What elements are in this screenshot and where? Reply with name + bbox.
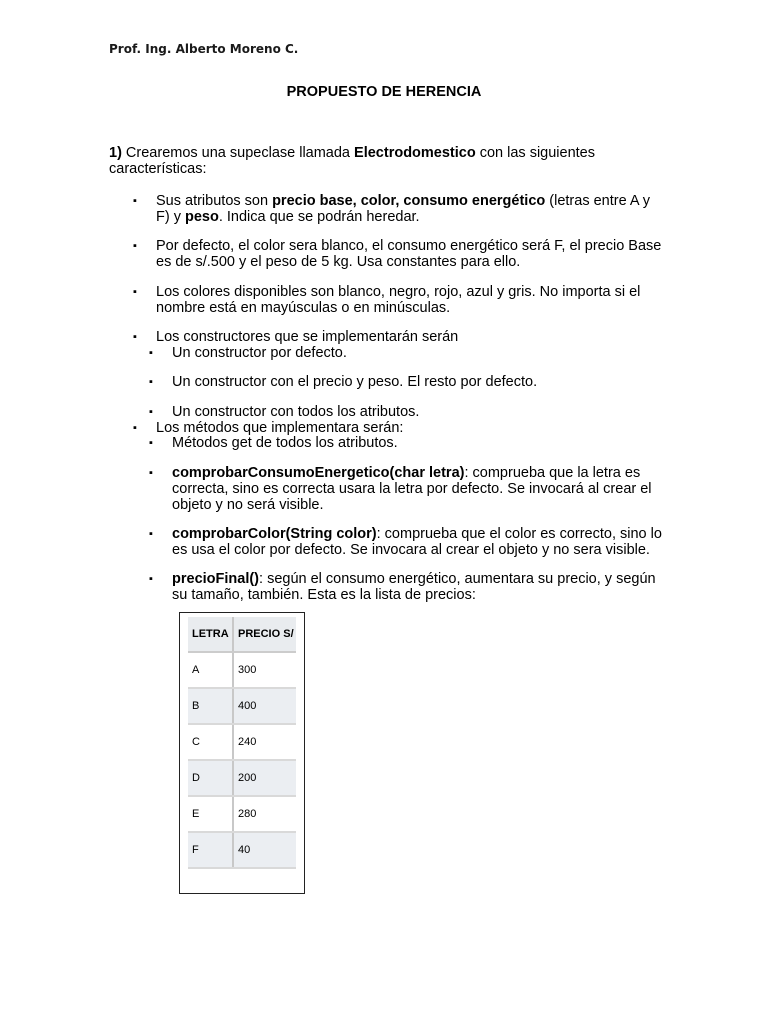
author-header: Prof. Ing. Alberto Moreno C. — [109, 42, 299, 56]
consumo-rest: : comprueba que la letra es — [464, 465, 641, 481]
sub-bullet-icon: ▪ — [149, 528, 153, 540]
sub-item-comprobar-consumo — [172, 465, 662, 513]
table-cell-precio: 40 — [233, 832, 296, 868]
list-item-constructores: Los constructores que se implementarán serán — [156, 329, 459, 345]
table-row — [188, 796, 296, 832]
method-name-consumo: comprobarConsumoEnergetico(char letra) — [172, 465, 465, 481]
consumo-line3: objeto y no será visible. — [172, 497, 324, 513]
precio-line2: su tamaño, también. Esta es la lista de precios: — [172, 587, 476, 603]
list-item-atributos — [156, 193, 666, 225]
precio-rest: : según el consumo energético, aumentara su precio, y según — [259, 571, 656, 587]
table-cell-precio: 240 — [233, 724, 296, 760]
method-name-precio: precioFinal() — [172, 571, 260, 587]
table-row — [188, 832, 296, 868]
table-row — [188, 760, 296, 796]
table-cell-precio: 280 — [233, 796, 296, 832]
method-name-color: comprobarColor(String color) — [172, 526, 377, 542]
colores-line2: nombre está en mayúsculas o en minúsculas. — [156, 300, 451, 316]
table-header-row — [188, 617, 296, 652]
table-cell-precio: 400 — [233, 688, 296, 724]
list-item-defecto — [156, 238, 666, 270]
atributos-text-a: Sus atributos son — [156, 193, 273, 209]
bullet-icon: ▪ — [133, 422, 137, 434]
intro-paragraph — [109, 145, 669, 177]
sub-item-constructor-todos: Un constructor con todos los atributos. — [172, 404, 420, 420]
sub-bullet-icon: ▪ — [149, 467, 153, 479]
document-title: PROPUESTO DE HERENCIA — [286, 84, 482, 100]
table-row — [188, 688, 296, 724]
sub-bullet-icon: ▪ — [149, 376, 153, 388]
table-cell-letra: B — [188, 688, 233, 724]
atributos-text-d: F) y — [156, 209, 185, 225]
defecto-line2: es de s/.500 y el peso de 5 kg. Usa constantes para ello. — [156, 254, 521, 270]
defecto-line1: Por defecto, el color sera blanco, el consumo energético será F, el precio Base — [156, 238, 662, 254]
sub-item-constructor-defecto: Un constructor por defecto. — [172, 345, 347, 361]
table-cell-letra: A — [188, 652, 233, 688]
color-rest: : comprueba que el color es correcto, sino lo — [376, 526, 662, 542]
sub-item-metodos-get: Métodos get de todos los atributos. — [172, 435, 398, 451]
consumo-line2: correcta, sino es correcta usara la letra por defecto. Se invocará al crear el — [172, 481, 652, 497]
class-name: Electrodomestico — [354, 145, 476, 161]
atributos-bold-e: peso — [185, 209, 219, 225]
sub-item-precio-final — [172, 571, 662, 603]
sub-bullet-icon: ▪ — [149, 406, 153, 418]
table-row — [188, 724, 296, 760]
table-cell-letra: E — [188, 796, 233, 832]
table-cell-letra: F — [188, 832, 233, 868]
sub-item-constructor-precio-peso: Un constructor con el precio y peso. El resto por defecto. — [172, 374, 538, 390]
intro-text-pre: Crearemos una supeclase llamada — [121, 145, 355, 161]
intro-text-line2: características: — [109, 161, 207, 177]
list-item-colores — [156, 284, 666, 316]
table-cell-letra: C — [188, 724, 233, 760]
atributos-text-c: (letras entre A y — [545, 193, 651, 209]
sub-bullet-icon: ▪ — [149, 573, 153, 585]
table-cell-letra: D — [188, 760, 233, 796]
bullet-icon: ▪ — [133, 286, 137, 298]
sub-bullet-icon: ▪ — [149, 437, 153, 449]
section-number: 1) — [109, 145, 122, 161]
atributos-bold-b: precio base, color, consumo energético — [272, 193, 546, 209]
sub-bullet-icon: ▪ — [149, 347, 153, 359]
color-line2: es usa el color por defecto. Se invocara al crear el objeto y no sera visible. — [172, 542, 650, 558]
sub-item-comprobar-color — [172, 526, 662, 558]
column-header-letra: LETRA — [188, 617, 233, 652]
bullet-icon: ▪ — [133, 331, 137, 343]
price-table — [188, 617, 296, 869]
column-header-precio: PRECIO S/ — [233, 617, 296, 652]
atributos-text-f: . Indica que se podrán heredar. — [218, 209, 420, 225]
table-row — [188, 652, 296, 688]
intro-text-post: con las siguientes — [475, 145, 595, 161]
table-cell-precio: 200 — [233, 760, 296, 796]
colores-line1: Los colores disponibles son blanco, negro, rojo, azul y gris. No importa si el — [156, 284, 641, 300]
bullet-icon: ▪ — [133, 240, 137, 252]
bullet-icon: ▪ — [133, 195, 137, 207]
table-cell-precio: 300 — [233, 652, 296, 688]
list-item-metodos: Los métodos que implementara serán: — [156, 420, 404, 436]
